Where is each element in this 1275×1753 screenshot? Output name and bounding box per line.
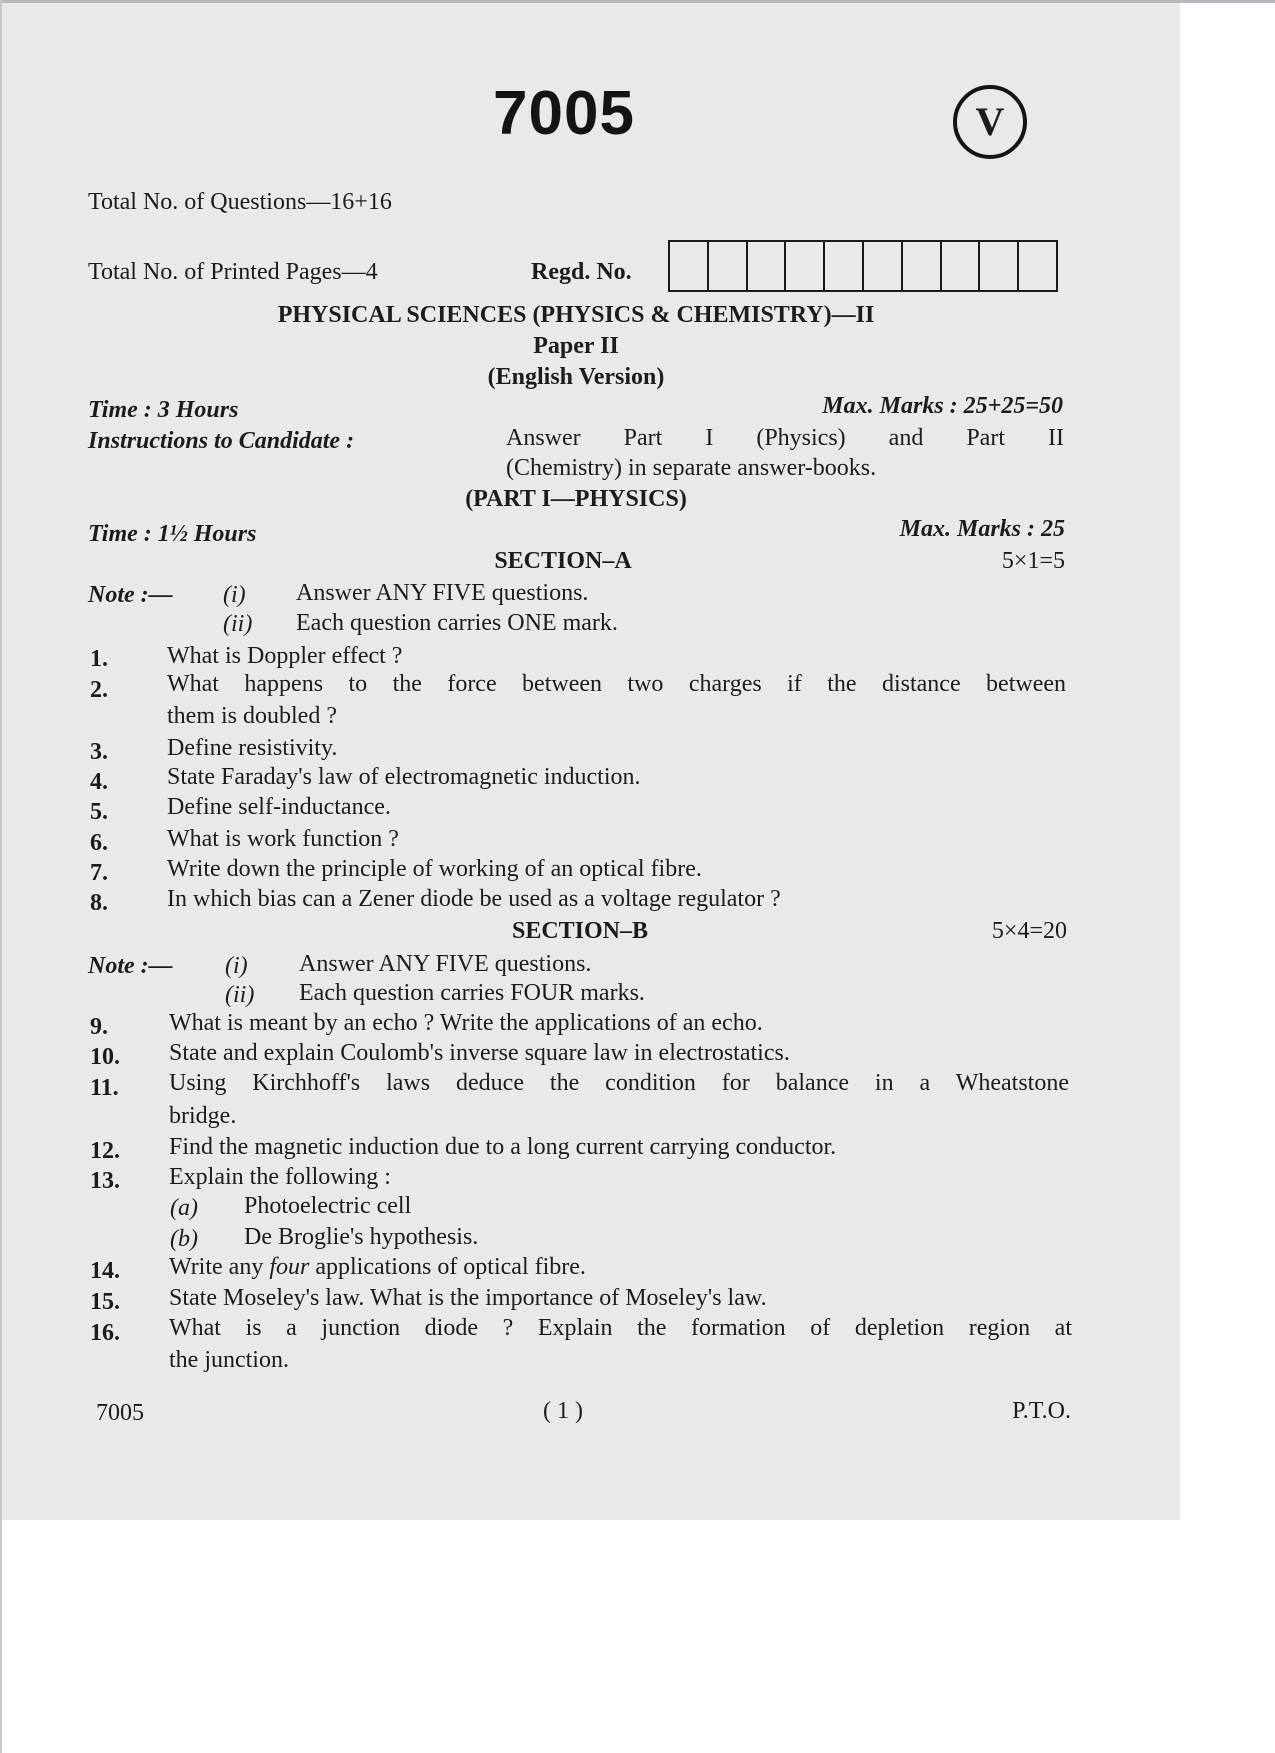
sub-item-text: De Broglie's hypothesis.	[244, 1224, 479, 1250]
regd-box[interactable]	[980, 242, 1019, 290]
section-a-marks: 5×1=5	[1001, 548, 1065, 574]
question-number: 5.	[90, 799, 108, 825]
question-text: Write down the principle of working of an optical fibre.	[167, 856, 702, 882]
version-mark	[953, 85, 1027, 159]
question-text-cont: the junction.	[169, 1347, 289, 1373]
instructions-line-2: (Chemistry) in separate answer-books.	[506, 455, 877, 481]
total-time: Time : 3 Hours	[88, 397, 239, 423]
question-text: State Moseley's law. What is the importance of Moseley's law.	[169, 1285, 767, 1311]
section-a-note-label: Note :—	[88, 582, 173, 608]
question-number: 4.	[90, 769, 108, 795]
question-number: 13.	[90, 1168, 120, 1194]
regd-number-boxes[interactable]	[668, 240, 1058, 292]
question-text: Define resistivity.	[167, 735, 338, 761]
question-number: 3.	[90, 739, 108, 765]
regd-box[interactable]	[864, 242, 903, 290]
regd-box[interactable]	[670, 242, 709, 290]
question-text: Using Kirchhoff's laws deduce the condition for balance in a Wheatstone	[169, 1070, 1069, 1096]
question-text: Define self-inductance.	[167, 794, 391, 820]
question-number: 11.	[90, 1075, 119, 1101]
paper-code: 7005	[493, 79, 635, 148]
question-number: 1.	[90, 646, 108, 672]
instructions-label: Instructions to Candidate :	[88, 428, 355, 454]
sub-item-label: (a)	[170, 1195, 198, 1221]
regd-box[interactable]	[748, 242, 787, 290]
question-text: In which bias can a Zener diode be used as a voltage regulator ?	[167, 886, 781, 912]
question-number: 9.	[90, 1014, 108, 1040]
section-b-note-label: Note :—	[88, 953, 173, 979]
question-text: State and explain Coulomb's inverse square law in electrostatics.	[169, 1040, 790, 1066]
question-text-cont: bridge.	[169, 1103, 237, 1129]
part1-time: Time : 1½ Hours	[88, 521, 257, 547]
total-max-marks: Max. Marks : 25+25=50	[822, 393, 1063, 419]
question-text: State Faraday's law of electromagnetic induction.	[167, 764, 641, 790]
section-a-note-ii: Each question carries ONE mark.	[296, 610, 618, 636]
section-a-note-i-num: (i)	[223, 582, 246, 608]
sub-item-text: Photoelectric cell	[244, 1193, 412, 1219]
question-number: 12.	[90, 1138, 120, 1164]
regd-label: Regd. No.	[531, 259, 632, 285]
regd-box[interactable]	[786, 242, 825, 290]
question-number: 14.	[90, 1258, 120, 1284]
question-text: What is a junction diode ? Explain the formation of depletion region at	[169, 1315, 1072, 1341]
sub-item-label: (b)	[170, 1226, 198, 1252]
page-number: ( 1 )	[543, 1398, 583, 1424]
paper-number: Paper II	[533, 333, 619, 359]
question-number: 10.	[90, 1044, 120, 1070]
section-b-marks: 5×4=20	[991, 918, 1067, 944]
question-number: 7.	[90, 860, 108, 886]
regd-box[interactable]	[1019, 242, 1056, 290]
paper-version: (English Version)	[487, 364, 665, 390]
section-b-note-ii: Each question carries FOUR marks.	[299, 980, 645, 1006]
version-mark-letter: V	[975, 99, 1005, 144]
emphasis: four	[269, 1254, 310, 1280]
question-text: What is work function ?	[167, 826, 399, 852]
regd-box[interactable]	[709, 242, 748, 290]
instructions-line-1: Answer Part I (Physics) and Part II	[506, 425, 1064, 451]
section-b-note-i-num: (i)	[225, 953, 248, 979]
question-text: Find the magnetic induction due to a long current carrying conductor.	[169, 1134, 837, 1160]
question-number: 2.	[90, 677, 108, 703]
section-a-note-ii-num: (ii)	[223, 611, 253, 637]
part1-max-marks: Max. Marks : 25	[899, 516, 1065, 542]
regd-box[interactable]	[903, 242, 942, 290]
part1-title: (PART I—PHYSICS)	[465, 486, 687, 512]
section-b-note-i: Answer ANY FIVE questions.	[299, 951, 592, 977]
section-b-title: SECTION–B	[511, 918, 649, 944]
question-number: 15.	[90, 1289, 120, 1315]
scan-edge-left	[0, 0, 2, 1753]
question-text: What is meant by an echo ? Write the applications of an echo.	[169, 1010, 763, 1036]
question-number: 6.	[90, 830, 108, 856]
question-text-cont: them is doubled ?	[167, 703, 337, 729]
question-text: What is Doppler effect ?	[167, 643, 403, 669]
total-pages: Total No. of Printed Pages—4	[88, 259, 378, 285]
question-text: What happens to the force between two charges if the distance between	[167, 671, 1066, 697]
scan-edge-top	[0, 0, 1275, 3]
total-questions: Total No. of Questions—16+16	[88, 189, 392, 215]
question-number: 8.	[90, 890, 108, 916]
question-text: Write any four applications of optical fibre.	[169, 1254, 586, 1280]
question-number: 16.	[90, 1320, 120, 1346]
regd-box[interactable]	[942, 242, 981, 290]
question-text: Explain the following :	[169, 1164, 391, 1190]
section-a-note-i: Answer ANY FIVE questions.	[296, 580, 589, 606]
regd-box[interactable]	[825, 242, 864, 290]
pto-label: P.T.O.	[1012, 1398, 1071, 1424]
section-b-note-ii-num: (ii)	[225, 982, 255, 1008]
section-a-title: SECTION–A	[494, 548, 632, 574]
footer-code: 7005	[96, 1400, 144, 1426]
exam-title: PHYSICAL SCIENCES (PHYSICS & CHEMISTRY)—II	[277, 302, 875, 328]
